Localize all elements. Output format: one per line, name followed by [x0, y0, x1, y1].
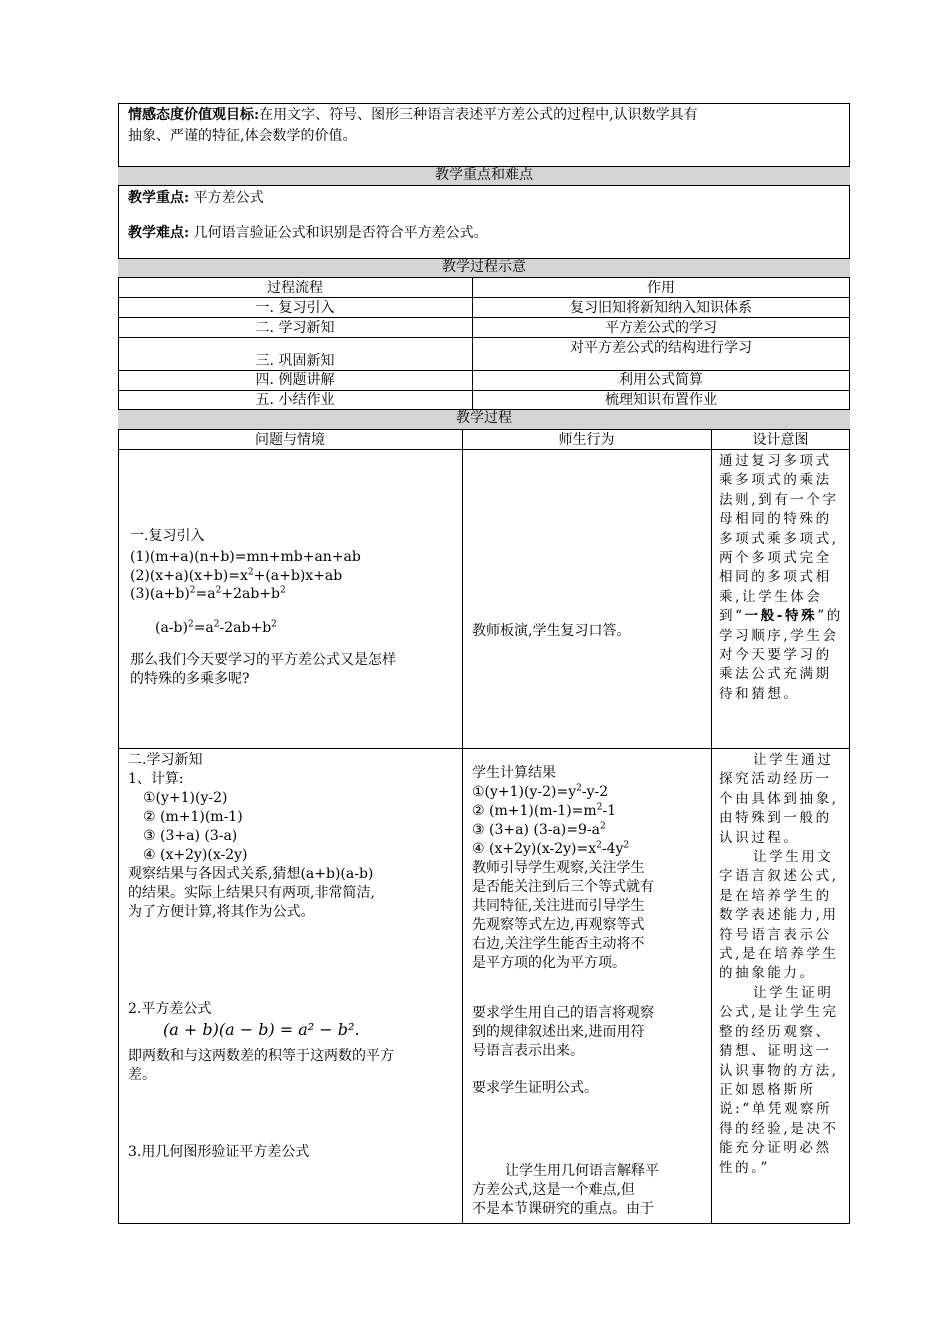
intent-paragraph: 让学生证明公式,是让学生完整的经历观察、猜想、证明这一认识事物的方法,正如恩格斯所说:“单凭观察所得的经验,是决不能充分证明必然性的。” — [719, 984, 839, 1176]
overview-step: 五. 小结作业 — [255, 392, 335, 408]
review-title: 一.复习引入 — [130, 528, 205, 544]
overview-role: 平方差公式的学习 — [605, 320, 717, 336]
result-item: ④ $(x+2y)(x-2y)=x^2-4y^2$ — [472, 840, 630, 857]
observe-line2: 的结果。实际上结果只有两项,非常简洁, — [128, 885, 375, 901]
review-question-line1: 那么我们今天要学习的平方差公式又是怎样 — [130, 652, 396, 668]
overview-step: 三. 巩固新知 — [255, 353, 335, 369]
calc-item: ④ (x+2y)(x-2y) — [143, 847, 248, 863]
difference-of-squares-formula: (a + b)(a − b) = a² − b². — [163, 1020, 360, 1039]
formula-desc-line2: 差。 — [128, 1067, 156, 1083]
key-points-heading: 教学重点和难点 — [118, 166, 850, 186]
review-intent: 通过复习多项式乘多项式的乘法法则,到有一个字母相同的特殊的多项式乘多项式,两个多项式完全相同的多项式相乘,让学生体会到“一般-特殊”的学习顺序,学生会对今天要学习的乘法公式充满期待和猜想。 — [719, 453, 843, 702]
review-eq2: $(2)(x+a)(x+b)=x^2+(a+b)x+ab$ — [130, 567, 343, 584]
overview-role: 对平方差公式的结构进行学习 — [570, 340, 752, 356]
result-item: $①(y+1)(y-2)=y^2-y-2$ — [472, 783, 609, 800]
calc-item: ③ (3+a) (3-a) — [143, 828, 238, 844]
overview-role: 利用公式简算 — [619, 372, 703, 388]
observe-line3: 为了方便计算,将其作为公式。 — [128, 904, 315, 920]
result-item: ③ (3+a) $(3-a)=9-a^2$ — [472, 821, 606, 838]
teaching-difficulty: 教学难点: 几何语言验证公式和识别是否符合平方差公式。 — [128, 225, 488, 241]
prove-text: 要求学生证明公式。 — [472, 1080, 598, 1096]
review-eq3: $(3)(a+b)^2=a^2+2ab+b^2$ — [130, 585, 286, 602]
calc-label: 1、计算: — [128, 771, 184, 787]
overview-col-role: 作用 — [647, 280, 675, 296]
guide-line: 右边,关注学生能否主动将不 — [472, 936, 645, 952]
process-heading: 教学过程 — [118, 409, 850, 430]
col-intent-header: 设计意图 — [752, 432, 809, 448]
results-label: 学生计算结果 — [472, 765, 556, 781]
calc-item: ①(y+1)(y-2) — [143, 790, 228, 806]
process-overview-heading: 教学过程示意 — [118, 258, 850, 278]
new-title: 二.学习新知 — [128, 752, 203, 768]
guide-line: 是平方项的化为平方项。 — [472, 955, 626, 971]
affective-goal-label: 情感态度价值观目标: — [128, 107, 260, 123]
overview-step: 一. 复习引入 — [255, 300, 335, 316]
review-question-line2: 的特殊的多乘多呢? — [130, 671, 250, 687]
overview-role: 复习旧知将新知纳入知识体系 — [570, 300, 752, 316]
col-problem-header: 问题与情境 — [255, 432, 325, 448]
affective-goal-line2: 抽象、严谨的特征,体会数学的价值。 — [128, 128, 357, 144]
overview-step: 二. 学习新知 — [255, 320, 335, 336]
affective-goal-line1: 情感态度价值观目标:在用文字、符号、图形三种语言表述平方差公式的过程中,认识数学具有 — [128, 107, 698, 123]
review-action: 教师板演,学生复习口答。 — [472, 623, 631, 639]
guide-line: 共同特征,关注进而引导学生 — [472, 898, 645, 914]
formula-label: 2.平方差公式 — [128, 1001, 212, 1017]
express-line: 要求学生用自己的语言将观察 — [472, 1005, 654, 1021]
express-line: 到的规律叙述出来,进而用符 — [472, 1024, 645, 1040]
express-line: 号语言表示出来。 — [472, 1043, 584, 1059]
overview-role: 梳理知识布置作业 — [605, 392, 717, 408]
geo-line: 方差公式,这是一个难点,但 — [472, 1182, 635, 1198]
guide-line: 先观察等式左边,再观察等式 — [472, 917, 645, 933]
overview-step: 四. 例题讲解 — [255, 372, 335, 388]
geo-line: 不是本节课研究的重点。由于 — [472, 1201, 654, 1217]
col-action-header: 师生行为 — [558, 432, 615, 448]
review-eq4: $(a-b)^2=a^2-2ab+b^2$ — [155, 619, 277, 636]
intent-paragraph: 让学生用文字语言叙述公式,是在培养学生的数学表述能力,用符号语言表示公式,是在培养学生的抽象能力。 — [719, 849, 839, 982]
teaching-focus: 教学重点: 平方差公式 — [128, 190, 264, 206]
result-item: ② $(m+1)(m-1)=m^2-1$ — [472, 802, 617, 819]
intent-paragraph: 让学生通过探究活动经历一个由具体到抽象,由特殊到一般的认识过程。 — [719, 752, 839, 846]
guide-line: 是否能关注到后三个等式就有 — [472, 879, 654, 895]
overview-col-flow: 过程流程 — [267, 280, 323, 296]
new-intent — [719, 751, 845, 1178]
geo-line: 让学生用几何语言解释平 — [505, 1163, 659, 1179]
observe-line1: 观察结果与各因式关系,猜想(a+b)(a-b) — [128, 866, 374, 882]
formula-desc-line1: 即两数和与这两数差的积等于这两数的平方 — [128, 1048, 394, 1064]
geometry-label: 3.用几何图形验证平方差公式 — [128, 1144, 310, 1160]
review-eq1: (1)(m+a)(n+b)=mn+mb+an+ab — [130, 549, 361, 565]
guide-line: 教师引导学生观察,关注学生 — [472, 860, 645, 876]
calc-item: ② (m+1)(m-1) — [143, 809, 243, 825]
